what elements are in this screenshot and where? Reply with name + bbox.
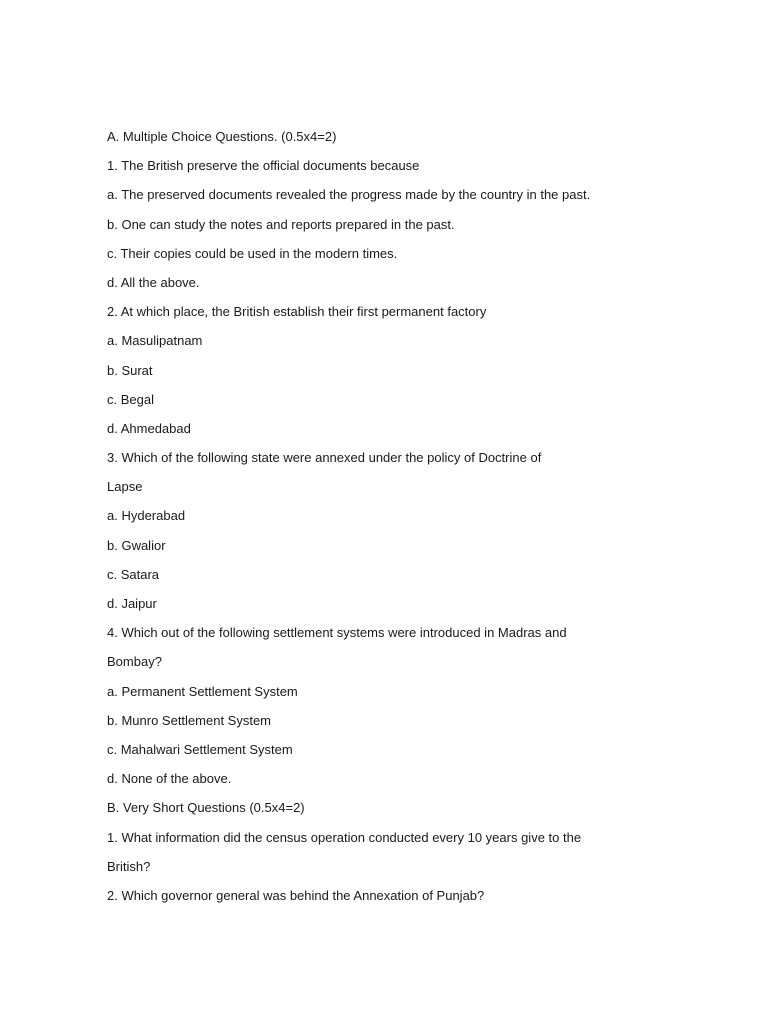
option-1a: a. The preserved documents revealed the progress made by the country in the past. — [107, 187, 591, 203]
section-heading-b: B. Very Short Questions (0.5x4=2) — [107, 800, 305, 816]
question-3-continued: Lapse — [107, 479, 143, 495]
question-4-continued: Bombay? — [107, 654, 162, 670]
option-4b: b. Munro Settlement System — [107, 712, 272, 728]
option-3d: d. Jaipur — [107, 596, 157, 611]
question-3: 3. Which of the following state were annexed under the policy of Doctrine of — [107, 450, 542, 466]
option-1d: d. All the above. — [107, 274, 200, 290]
option-3c: c. Satara — [107, 566, 160, 582]
option-2d: d. Ahmedabad — [107, 420, 191, 436]
question-4: 4. Which out of the following settlement systems were introduced in Madras and — [107, 625, 567, 641]
document-body — [107, 124, 707, 912]
option-1b: b. One can study the notes and reports prepared in the past. — [107, 216, 455, 232]
question-2: 2. At which place, the British establish their first permanent factory — [107, 304, 487, 320]
option-3b: b. Gwalior — [107, 537, 166, 553]
option-3a: a. Hyderabad — [107, 508, 186, 524]
short-question-1-continued: British? — [107, 858, 151, 874]
option-1c: c. Their copies could be used in the modern times. — [107, 245, 398, 261]
option-4a: a. Permanent Settlement System — [107, 683, 298, 699]
question-1: 1. The British preserve the official documents because — [107, 158, 420, 174]
option-4d: d. None of the above. — [107, 771, 232, 787]
short-question-2: 2. Which governor general was behind the Annexation of Punjab? — [107, 887, 485, 903]
option-2c: c. Begal — [107, 391, 154, 407]
option-4c: c. Mahalwari Settlement System — [107, 741, 293, 757]
short-question-1: 1. What information did the census operation conducted every 10 years give to the — [107, 829, 582, 845]
option-2a: a. Masulipatnam — [107, 333, 203, 349]
option-2b: b. Surat — [107, 362, 153, 378]
section-heading-a: A. Multiple Choice Questions. (0.5x4=2) — [107, 129, 337, 144]
